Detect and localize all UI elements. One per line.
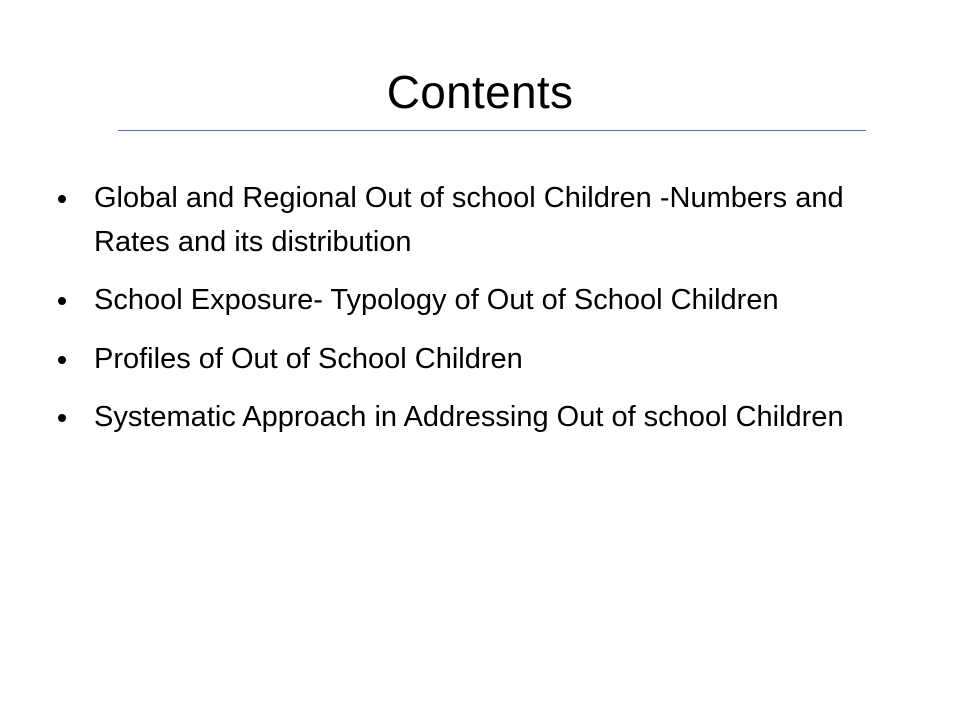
slide-title: Contents	[386, 66, 574, 118]
title-underline	[118, 130, 866, 131]
bullet-text: School Exposure- Typology of Out of School Children	[94, 284, 779, 316]
bullet-text: Systematic Approach in Addressing Out of school Children	[94, 401, 844, 433]
bullet-item-systematic-approach	[58, 395, 878, 439]
bullet-item-profiles	[58, 337, 878, 381]
bullet-item-global-regional	[58, 176, 878, 264]
bullet-item-school-exposure	[58, 278, 878, 322]
bullet-dot-icon	[58, 297, 66, 305]
bullet-dot-icon	[58, 195, 66, 203]
bullet-text: Global and Regional Out of school Children -Numbers and Rates and its distribution	[94, 182, 844, 258]
bullet-text: Profiles of Out of School Children	[94, 343, 523, 375]
bullet-dot-icon	[58, 356, 66, 364]
bullet-list	[58, 176, 878, 453]
bullet-dot-icon	[58, 414, 66, 422]
